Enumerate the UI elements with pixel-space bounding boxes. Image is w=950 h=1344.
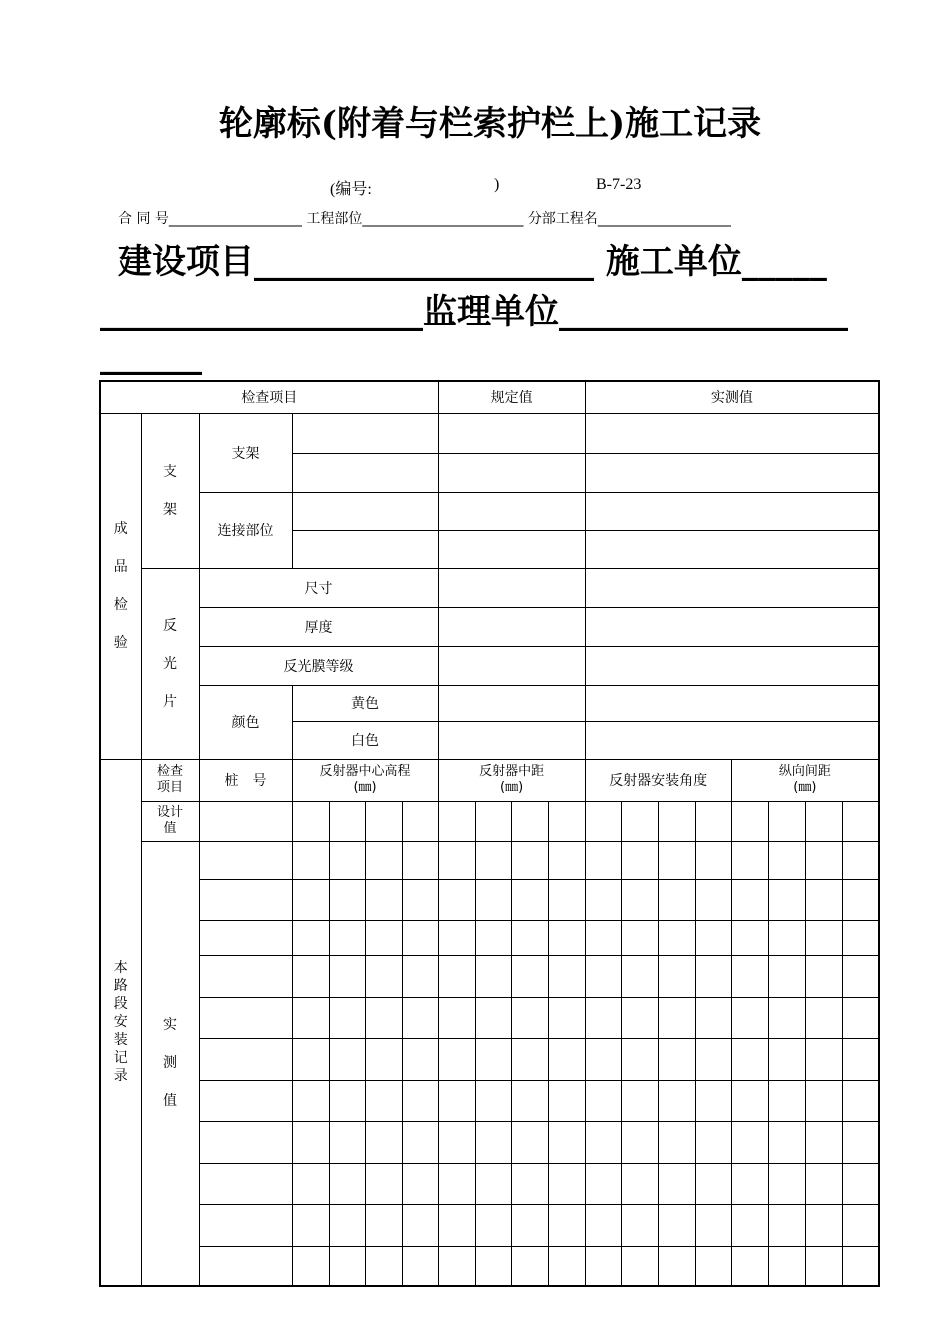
input-cell[interactable] xyxy=(768,1080,805,1121)
input-cell[interactable] xyxy=(548,801,585,841)
input-cell[interactable] xyxy=(585,721,879,759)
input-cell[interactable] xyxy=(658,879,695,920)
input-cell[interactable] xyxy=(511,1080,548,1121)
input-cell[interactable] xyxy=(548,1163,585,1204)
supervision-unit-blank[interactable]: _________________ xyxy=(559,292,848,332)
input-cell[interactable] xyxy=(842,920,879,955)
input-cell[interactable] xyxy=(365,1204,402,1246)
page-title: 轮廓标(附着与栏索护栏上)施工记录 xyxy=(218,104,762,144)
table-row xyxy=(100,1121,879,1163)
input-cell[interactable] xyxy=(475,1163,511,1204)
bracket-item: 支架 xyxy=(199,413,292,492)
input-cell[interactable] xyxy=(438,685,585,721)
input-cell[interactable] xyxy=(695,879,731,920)
group-finished-product: 成 品 检 验 xyxy=(100,413,141,759)
table-row xyxy=(100,1080,879,1121)
input-cell[interactable] xyxy=(402,1080,438,1121)
spacing-label: 纵向间距 xyxy=(778,764,831,779)
input-cell[interactable] xyxy=(365,920,402,955)
input-cell[interactable] xyxy=(402,1246,438,1286)
connection-item: 连接部位 xyxy=(199,492,292,568)
input-cell[interactable] xyxy=(731,997,768,1038)
input-cell[interactable] xyxy=(842,1204,879,1246)
input-cell[interactable] xyxy=(475,879,511,920)
input-cell[interactable] xyxy=(585,801,621,841)
input-cell[interactable] xyxy=(292,997,329,1038)
construction-unit-blank-cont[interactable]: ___________________ xyxy=(100,292,423,332)
input-cell[interactable] xyxy=(438,1121,475,1163)
input-cell[interactable] xyxy=(768,1163,805,1204)
construction-project-label: 建设项目 xyxy=(118,242,254,282)
input-cell[interactable] xyxy=(768,801,805,841)
offset-header xyxy=(438,759,585,801)
input-cell[interactable] xyxy=(402,841,438,879)
input-cell[interactable] xyxy=(402,1038,438,1080)
input-cell[interactable] xyxy=(585,646,879,685)
input-cell[interactable] xyxy=(329,1080,365,1121)
input-cell[interactable] xyxy=(475,841,511,879)
input-cell[interactable] xyxy=(585,1121,621,1163)
input-cell[interactable] xyxy=(438,568,585,607)
input-cell[interactable] xyxy=(402,997,438,1038)
spacing-unit: (㎜) xyxy=(793,780,817,795)
input-cell[interactable] xyxy=(365,955,402,997)
input-cell[interactable] xyxy=(658,1246,695,1286)
subproject-blank[interactable]: ___________________ xyxy=(597,211,731,227)
input-cell[interactable] xyxy=(329,1038,365,1080)
input-cell[interactable] xyxy=(585,607,879,646)
input-cell[interactable] xyxy=(475,1246,511,1286)
input-cell[interactable] xyxy=(548,920,585,955)
group-install-record: 本 路 段 安 装 记 录 xyxy=(100,759,141,1286)
input-cell[interactable] xyxy=(731,955,768,997)
input-cell[interactable] xyxy=(438,841,475,879)
header-check-item: 检查项目 xyxy=(100,381,438,413)
input-cell[interactable] xyxy=(805,997,842,1038)
bracket-group: 支 架 xyxy=(141,413,199,568)
input-cell[interactable] xyxy=(365,879,402,920)
contract-blank[interactable]: ___________________ xyxy=(168,211,302,227)
big-row-1 xyxy=(118,234,827,283)
input-cell[interactable] xyxy=(805,879,842,920)
input-cell[interactable] xyxy=(621,997,658,1038)
input-cell[interactable] xyxy=(475,1038,511,1080)
angle-header: 反射器安装角度 xyxy=(585,759,731,801)
input-cell[interactable] xyxy=(511,997,548,1038)
supervision-unit-label: 监理单位 xyxy=(423,292,559,332)
film-grade-item: 反光膜等级 xyxy=(199,646,438,685)
input-cell[interactable] xyxy=(658,920,695,955)
height-header xyxy=(292,759,438,801)
input-cell[interactable] xyxy=(511,1121,548,1163)
big-row-3 xyxy=(100,336,202,376)
input-cell[interactable] xyxy=(511,1246,548,1286)
input-cell[interactable] xyxy=(292,1080,329,1121)
input-cell[interactable] xyxy=(585,920,621,955)
input-cell[interactable] xyxy=(805,1121,842,1163)
part-blank[interactable]: _______________________ xyxy=(362,211,524,227)
input-cell[interactable] xyxy=(548,1204,585,1246)
input-cell[interactable] xyxy=(329,955,365,997)
input-cell[interactable] xyxy=(585,997,621,1038)
input-cell[interactable] xyxy=(585,1080,621,1121)
header-spec: 规定值 xyxy=(438,381,585,413)
input-cell[interactable] xyxy=(402,879,438,920)
input-cell[interactable] xyxy=(511,920,548,955)
construction-unit-label: 施工单位 xyxy=(605,242,742,282)
input-cell[interactable] xyxy=(199,801,292,841)
input-cell[interactable] xyxy=(438,955,475,997)
input-cell[interactable] xyxy=(438,1246,475,1286)
input-cell[interactable] xyxy=(402,920,438,955)
input-cell[interactable] xyxy=(475,1080,511,1121)
input-cell[interactable] xyxy=(438,492,585,530)
input-cell[interactable] xyxy=(842,1038,879,1080)
input-cell[interactable] xyxy=(658,1121,695,1163)
input-cell[interactable] xyxy=(475,920,511,955)
inspection-table xyxy=(99,380,880,1287)
thickness-item: 厚度 xyxy=(199,607,438,646)
table-row xyxy=(100,879,879,920)
input-cell[interactable] xyxy=(842,1121,879,1163)
input-cell[interactable] xyxy=(621,801,658,841)
input-cell[interactable] xyxy=(768,1204,805,1246)
input-cell[interactable] xyxy=(438,801,475,841)
spacing-header xyxy=(731,759,879,801)
input-cell[interactable] xyxy=(329,920,365,955)
subproject-label: 分部工程名 xyxy=(527,211,598,227)
input-cell[interactable] xyxy=(438,413,585,453)
input-cell[interactable] xyxy=(548,1080,585,1121)
input-cell[interactable] xyxy=(438,453,585,492)
input-cell[interactable] xyxy=(842,997,879,1038)
input-cell[interactable] xyxy=(842,1246,879,1286)
input-cell[interactable] xyxy=(402,1204,438,1246)
input-cell[interactable] xyxy=(548,1121,585,1163)
input-cell[interactable] xyxy=(695,841,731,879)
input-cell[interactable] xyxy=(585,1246,621,1286)
input-cell[interactable] xyxy=(585,955,621,997)
input-cell[interactable] xyxy=(511,801,548,841)
input-cell[interactable] xyxy=(658,1038,695,1080)
input-cell[interactable] xyxy=(621,1121,658,1163)
input-cell[interactable] xyxy=(199,1121,292,1163)
input-cell[interactable] xyxy=(731,1038,768,1080)
input-cell[interactable] xyxy=(199,1163,292,1204)
input-cell[interactable] xyxy=(292,879,329,920)
offset-unit: (㎜) xyxy=(500,780,524,795)
input-cell[interactable] xyxy=(292,492,438,530)
input-cell[interactable] xyxy=(548,997,585,1038)
input-cell[interactable] xyxy=(402,1163,438,1204)
input-cell[interactable] xyxy=(842,879,879,920)
input-cell[interactable] xyxy=(695,997,731,1038)
input-cell[interactable] xyxy=(199,1204,292,1246)
input-cell[interactable] xyxy=(621,1080,658,1121)
input-cell[interactable] xyxy=(695,1163,731,1204)
input-cell[interactable] xyxy=(402,955,438,997)
input-cell[interactable] xyxy=(199,1246,292,1286)
input-cell[interactable] xyxy=(365,801,402,841)
code-number: B-7-23 xyxy=(596,176,642,193)
design-value-label: 设计 值 xyxy=(141,801,199,841)
input-cell[interactable] xyxy=(438,530,585,568)
input-cell[interactable] xyxy=(731,879,768,920)
color-item: 颜色 xyxy=(199,685,292,759)
input-cell[interactable] xyxy=(805,841,842,879)
header-measured: 实测值 xyxy=(585,381,879,413)
input-cell[interactable] xyxy=(365,1121,402,1163)
input-cell[interactable] xyxy=(768,1038,805,1080)
table-row xyxy=(100,1038,879,1080)
input-cell[interactable] xyxy=(768,1246,805,1286)
offset-label: 反射器中距 xyxy=(479,764,545,779)
input-cell[interactable] xyxy=(511,1038,548,1080)
input-cell[interactable] xyxy=(548,1246,585,1286)
input-cell[interactable] xyxy=(511,955,548,997)
contract-label: 合 同 号 xyxy=(118,211,169,227)
input-cell[interactable] xyxy=(695,1038,731,1080)
input-cell[interactable] xyxy=(658,801,695,841)
input-cell[interactable] xyxy=(292,920,329,955)
input-cell[interactable] xyxy=(548,841,585,879)
input-cell[interactable] xyxy=(438,1038,475,1080)
input-cell[interactable] xyxy=(511,879,548,920)
input-cell[interactable] xyxy=(292,1121,329,1163)
table-row xyxy=(100,1204,879,1246)
table-row xyxy=(100,955,879,997)
input-cell[interactable] xyxy=(402,801,438,841)
input-cell[interactable] xyxy=(292,1204,329,1246)
input-cell[interactable] xyxy=(805,801,842,841)
input-cell[interactable] xyxy=(805,955,842,997)
table-row xyxy=(100,841,879,879)
table-row xyxy=(100,1246,879,1286)
input-cell[interactable] xyxy=(805,920,842,955)
input-cell[interactable] xyxy=(402,1121,438,1163)
input-cell[interactable] xyxy=(768,879,805,920)
input-cell[interactable] xyxy=(658,1080,695,1121)
input-cell[interactable] xyxy=(842,1163,879,1204)
input-cell[interactable] xyxy=(329,997,365,1038)
input-cell[interactable] xyxy=(365,1080,402,1121)
input-cell[interactable] xyxy=(695,1121,731,1163)
input-cell[interactable] xyxy=(511,1204,548,1246)
input-cell[interactable] xyxy=(548,1038,585,1080)
input-cell[interactable] xyxy=(365,1246,402,1286)
input-cell[interactable] xyxy=(585,453,879,492)
input-cell[interactable] xyxy=(438,997,475,1038)
input-cell[interactable] xyxy=(292,801,329,841)
input-cell[interactable] xyxy=(805,1204,842,1246)
input-cell[interactable] xyxy=(585,841,621,879)
input-cell[interactable] xyxy=(731,1204,768,1246)
input-cell[interactable] xyxy=(329,879,365,920)
input-cell[interactable] xyxy=(695,1080,731,1121)
input-cell[interactable] xyxy=(768,920,805,955)
input-cell[interactable] xyxy=(199,1080,292,1121)
input-cell[interactable] xyxy=(621,1204,658,1246)
input-cell[interactable] xyxy=(695,801,731,841)
code-close: ) xyxy=(494,176,500,193)
header-fields-row xyxy=(118,208,731,228)
measured-value-label: 实 测 值 xyxy=(141,841,199,1286)
input-cell[interactable] xyxy=(621,1163,658,1204)
input-cell[interactable] xyxy=(329,801,365,841)
input-cell[interactable] xyxy=(768,1121,805,1163)
white-item: 白色 xyxy=(292,721,438,759)
input-cell[interactable] xyxy=(475,955,511,997)
size-item: 尺寸 xyxy=(199,568,438,607)
input-cell[interactable] xyxy=(585,413,879,453)
input-cell[interactable] xyxy=(842,841,879,879)
input-cell[interactable] xyxy=(438,607,585,646)
code-label: (编号: xyxy=(330,181,372,198)
input-cell[interactable] xyxy=(768,955,805,997)
input-cell[interactable] xyxy=(292,841,329,879)
table-row xyxy=(100,1163,879,1204)
input-cell[interactable] xyxy=(621,1038,658,1080)
input-cell[interactable] xyxy=(731,1163,768,1204)
input-cell[interactable] xyxy=(585,1204,621,1246)
input-cell[interactable] xyxy=(731,801,768,841)
input-cell[interactable] xyxy=(292,413,438,453)
input-cell[interactable] xyxy=(731,841,768,879)
input-cell[interactable] xyxy=(695,955,731,997)
input-cell[interactable] xyxy=(695,1246,731,1286)
big-row-2 xyxy=(100,284,848,333)
input-cell[interactable] xyxy=(329,1163,365,1204)
input-cell[interactable] xyxy=(658,997,695,1038)
input-cell[interactable] xyxy=(292,1163,329,1204)
height-label: 反射器中心高程 xyxy=(319,764,411,779)
input-cell[interactable] xyxy=(438,879,475,920)
input-cell[interactable] xyxy=(621,841,658,879)
table-row xyxy=(100,920,879,955)
input-cell[interactable] xyxy=(731,1080,768,1121)
input-cell[interactable] xyxy=(365,997,402,1038)
input-cell[interactable] xyxy=(585,530,879,568)
input-cell[interactable] xyxy=(475,801,511,841)
input-cell[interactable] xyxy=(475,1121,511,1163)
input-cell[interactable] xyxy=(292,453,438,492)
yellow-item: 黄色 xyxy=(292,685,438,721)
pile-header: 桩 号 xyxy=(199,759,292,801)
input-cell[interactable] xyxy=(621,879,658,920)
construction-project-blank[interactable]: ____________________ xyxy=(254,242,594,282)
input-cell[interactable] xyxy=(292,1038,329,1080)
input-cell[interactable] xyxy=(621,920,658,955)
check-item-header: 检查 项目 xyxy=(141,759,199,801)
input-cell[interactable] xyxy=(805,1080,842,1121)
input-cell[interactable] xyxy=(658,841,695,879)
supervision-unit-blank-cont[interactable]: ______ xyxy=(100,336,202,376)
input-cell[interactable] xyxy=(329,1121,365,1163)
input-cell[interactable] xyxy=(805,1038,842,1080)
input-cell[interactable] xyxy=(768,841,805,879)
input-cell[interactable] xyxy=(842,1080,879,1121)
input-cell[interactable] xyxy=(329,841,365,879)
input-cell[interactable] xyxy=(695,920,731,955)
input-cell[interactable] xyxy=(768,997,805,1038)
input-cell[interactable] xyxy=(585,879,621,920)
input-cell[interactable] xyxy=(658,1163,695,1204)
input-cell[interactable] xyxy=(621,955,658,997)
input-cell[interactable] xyxy=(438,920,475,955)
input-cell[interactable] xyxy=(438,1204,475,1246)
reflector-group: 反 光 片 xyxy=(141,568,199,759)
input-cell[interactable] xyxy=(842,801,879,841)
input-cell[interactable] xyxy=(621,1246,658,1286)
part-label: 工程部位 xyxy=(306,211,363,227)
input-cell[interactable] xyxy=(365,841,402,879)
input-cell[interactable] xyxy=(199,997,292,1038)
input-cell[interactable] xyxy=(585,1038,621,1080)
input-cell[interactable] xyxy=(511,841,548,879)
height-unit: (㎜) xyxy=(353,780,377,795)
input-cell[interactable] xyxy=(731,1121,768,1163)
input-cell[interactable] xyxy=(731,1246,768,1286)
input-cell[interactable] xyxy=(842,955,879,997)
input-cell[interactable] xyxy=(511,1163,548,1204)
input-cell[interactable] xyxy=(292,955,329,997)
input-cell[interactable] xyxy=(475,997,511,1038)
input-cell[interactable] xyxy=(805,1163,842,1204)
input-cell[interactable] xyxy=(329,1204,365,1246)
input-cell[interactable] xyxy=(695,1204,731,1246)
input-cell[interactable] xyxy=(199,1038,292,1080)
input-cell[interactable] xyxy=(438,721,585,759)
input-cell[interactable] xyxy=(365,1038,402,1080)
input-cell[interactable] xyxy=(199,841,292,879)
input-cell[interactable] xyxy=(731,920,768,955)
input-cell[interactable] xyxy=(199,920,292,955)
input-cell[interactable] xyxy=(475,1204,511,1246)
input-cell[interactable] xyxy=(292,530,438,568)
input-cell[interactable] xyxy=(438,1163,475,1204)
input-cell[interactable] xyxy=(658,1204,695,1246)
input-cell[interactable] xyxy=(585,492,879,530)
input-cell[interactable] xyxy=(548,955,585,997)
input-cell[interactable] xyxy=(329,1246,365,1286)
input-cell[interactable] xyxy=(438,1080,475,1121)
input-cell[interactable] xyxy=(199,955,292,997)
input-cell[interactable] xyxy=(585,568,879,607)
input-cell[interactable] xyxy=(438,646,585,685)
input-cell[interactable] xyxy=(585,685,879,721)
input-cell[interactable] xyxy=(365,1163,402,1204)
table-row xyxy=(100,997,879,1038)
construction-unit-blank[interactable]: _____ xyxy=(741,242,827,282)
input-cell[interactable] xyxy=(585,1163,621,1204)
input-cell[interactable] xyxy=(548,879,585,920)
input-cell[interactable] xyxy=(292,1246,329,1286)
input-cell[interactable] xyxy=(199,879,292,920)
input-cell[interactable] xyxy=(658,955,695,997)
input-cell[interactable] xyxy=(805,1246,842,1286)
